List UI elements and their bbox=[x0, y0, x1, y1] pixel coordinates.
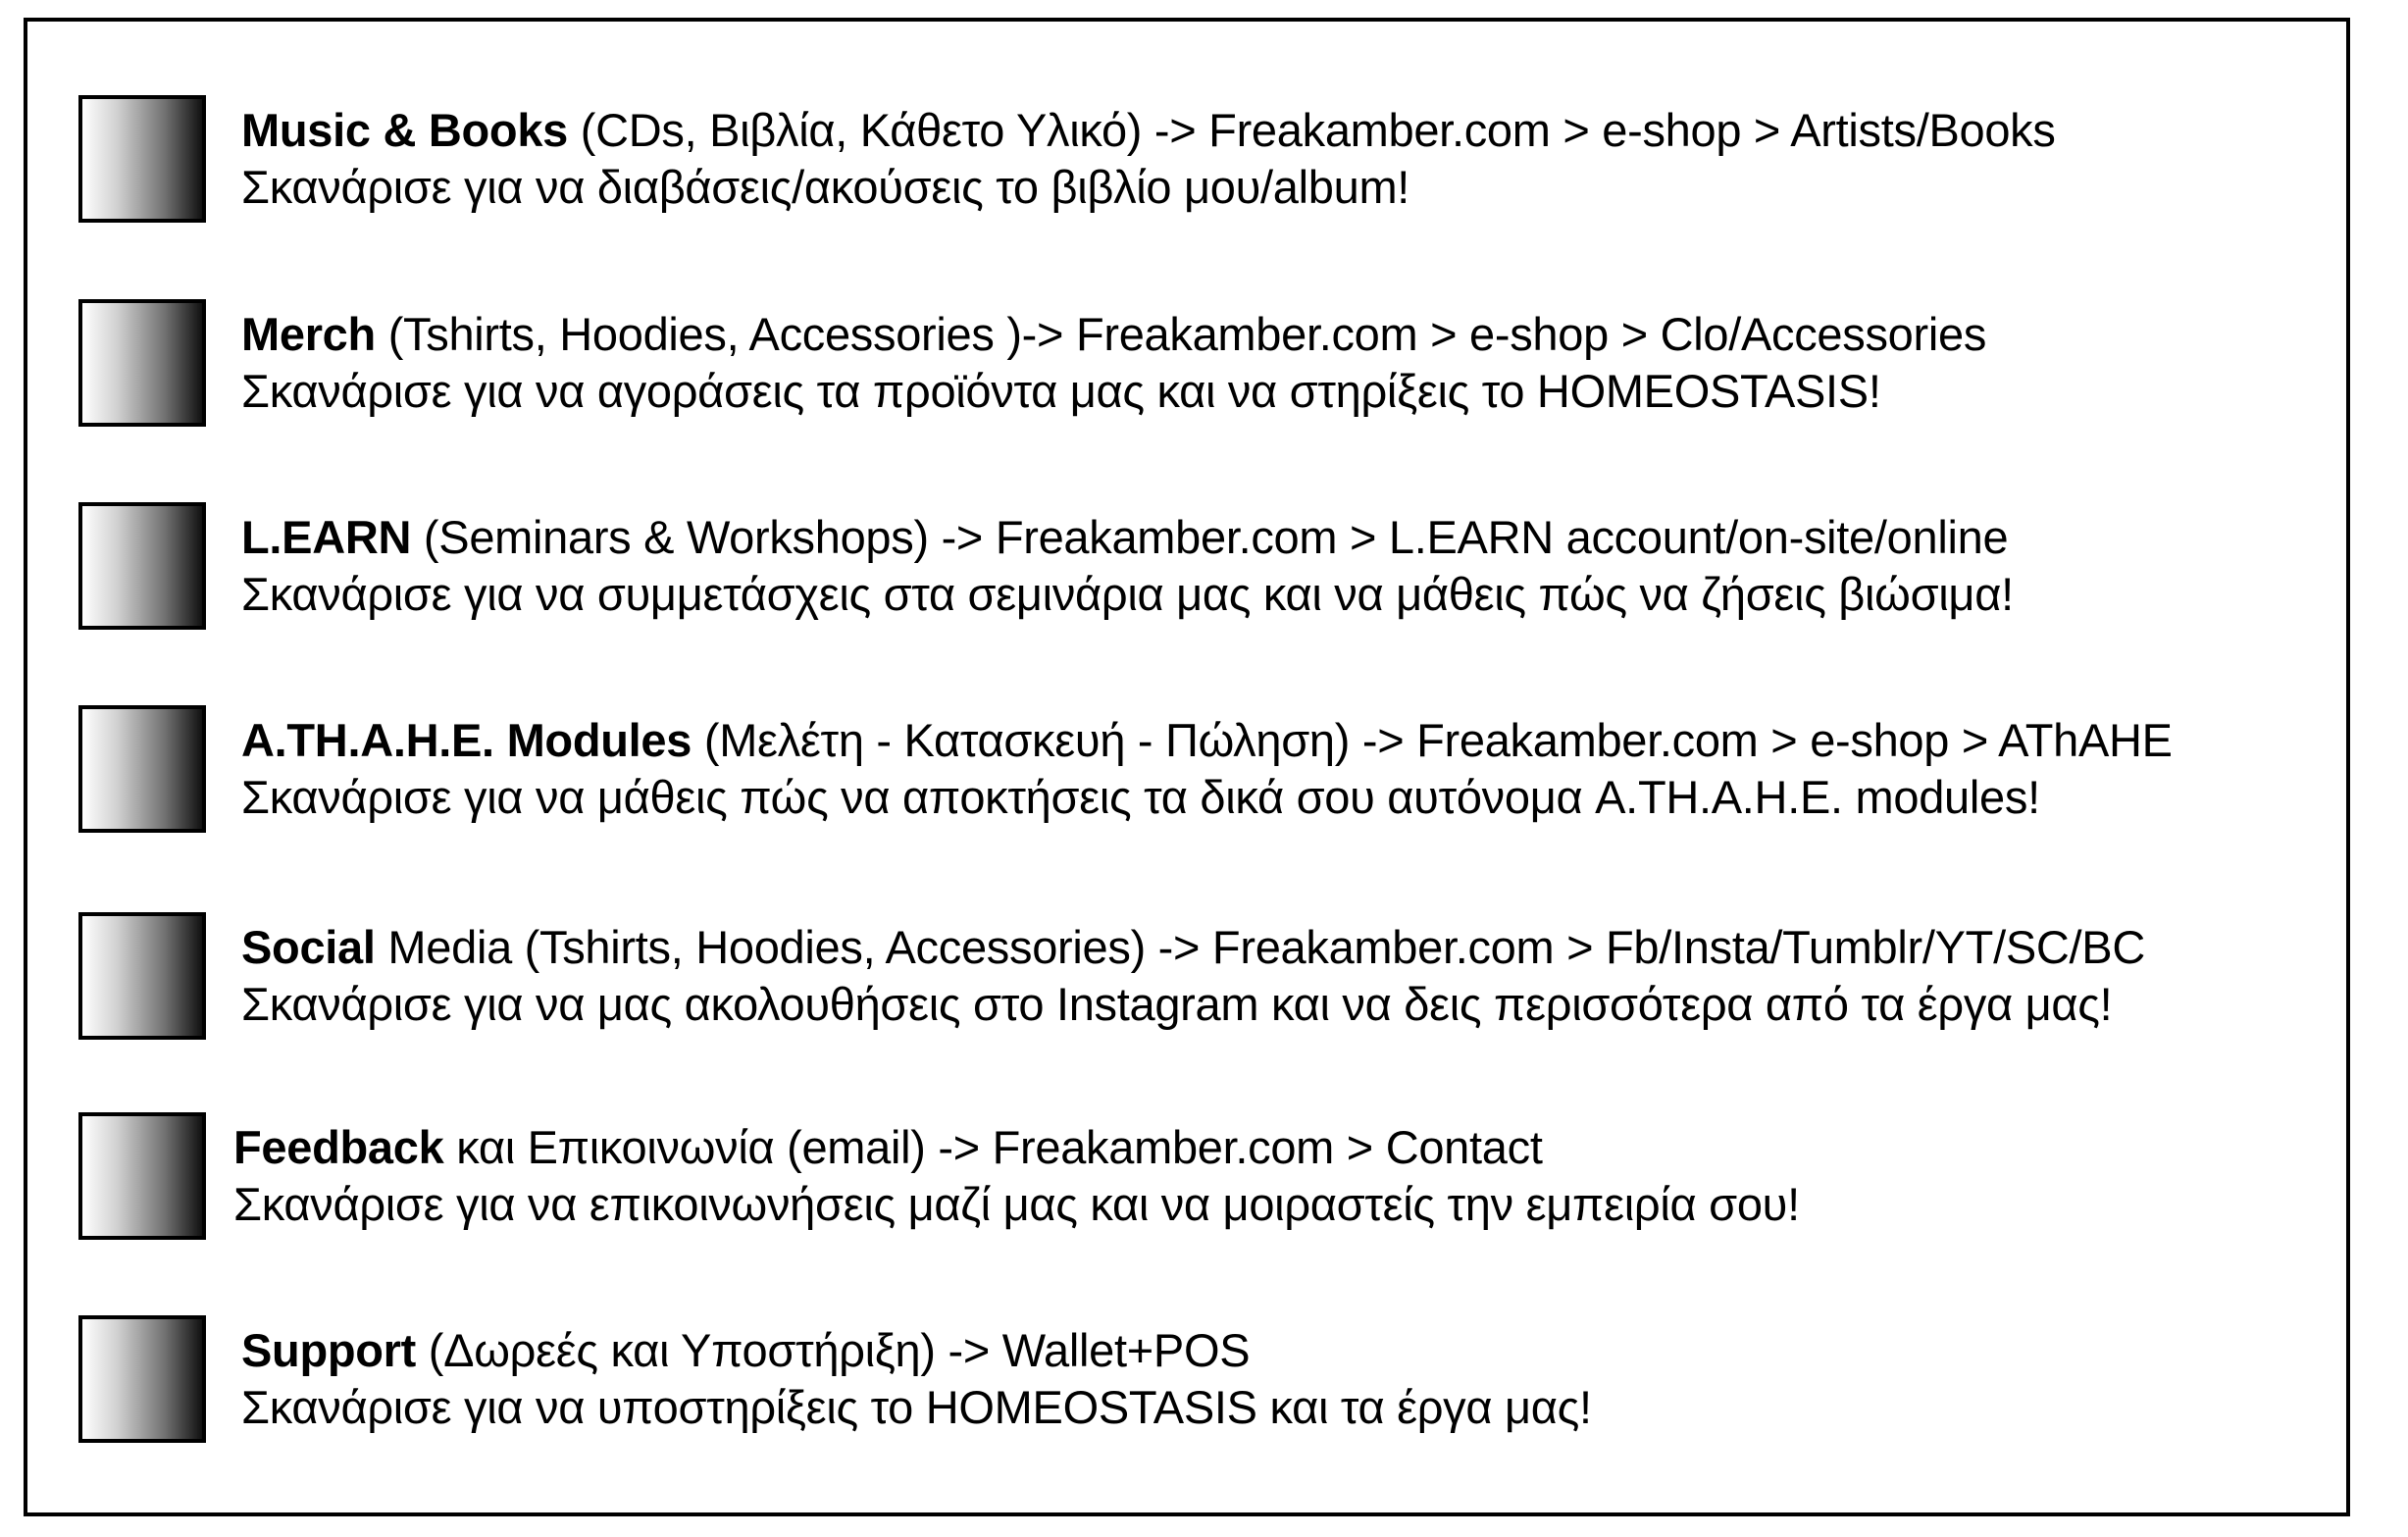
entry-heading bbox=[241, 713, 2173, 768]
entry-detail: (CDs, Βιβλία, Κάθετο Υλικό) -> Freakamber.com > e-shop > Artists/Books bbox=[568, 104, 2056, 156]
qr-placeholder-icon[interactable] bbox=[78, 502, 206, 630]
entry-cta: Σκανάρισε για να διαβάσεις/ακούσεις το βιβλίο μου/album! bbox=[241, 161, 1410, 213]
entry-cta: Σκανάρισε για να υποστηρίξεις το HOMEOSTASIS και τα έργα μας! bbox=[241, 1381, 1592, 1433]
entry-detail: (Δωρεές και Υποστήριξη) -> Wallet+POS bbox=[416, 1324, 1251, 1376]
entry-title: Music & Books bbox=[241, 104, 568, 156]
qr-placeholder-icon[interactable] bbox=[78, 1315, 206, 1443]
qr-placeholder-icon[interactable] bbox=[78, 912, 206, 1040]
entry-cta: Σκανάρισε για να συμμετάσχεις στα σεμινάρια μας και να μάθεις πώς να ζήσεις βιώσιμα! bbox=[241, 568, 2014, 620]
entry-cta: Σκανάρισε για να αγοράσεις τα προϊόντα μας και να στηρίξεις το HOMEOSTASIS! bbox=[241, 365, 1881, 417]
entry-social-media bbox=[0, 912, 2408, 1050]
entry-heading bbox=[241, 1323, 1250, 1378]
entry-title: Social bbox=[241, 921, 376, 973]
entry-cta: Σκανάρισε για να μάθεις πώς να αποκτήσεις τα δικά σου αυτόνομα A.TH.A.H.E. modules! bbox=[241, 771, 2040, 823]
entry-music-books bbox=[0, 95, 2408, 232]
entry-title: L.EARN bbox=[241, 511, 412, 563]
entry-title: Feedback bbox=[233, 1121, 444, 1173]
entry-heading bbox=[241, 307, 1986, 362]
entry-cta: Σκανάρισε για να μας ακολουθήσεις στο Instagram και να δεις περισσότερα από τα έργα μας! bbox=[241, 978, 2113, 1030]
entry-heading bbox=[241, 103, 2056, 158]
entry-detail: και Επικοινωνία (email) -> Freakamber.com > Contact bbox=[443, 1121, 1543, 1173]
qr-placeholder-icon[interactable] bbox=[78, 705, 206, 833]
entry-heading bbox=[241, 510, 2008, 565]
entry-detail: Media (Tshirts, Hoodies, Accessories) -> Freakamber.com > Fb/Insta/Tumblr/YT/SC/BC bbox=[375, 921, 2145, 973]
entry-cta: Σκανάρισε για να επικοινωνήσεις μαζί μας και να μοιραστείς την εμπειρία σου! bbox=[233, 1178, 1800, 1230]
qr-placeholder-icon[interactable] bbox=[78, 1112, 206, 1240]
entry-heading bbox=[233, 1120, 1543, 1175]
qr-placeholder-icon[interactable] bbox=[78, 299, 206, 427]
entry-heading bbox=[241, 920, 2145, 975]
entry-learn bbox=[0, 502, 2408, 640]
entry-title: A.TH.A.H.E. Modules bbox=[241, 714, 692, 766]
entry-merch bbox=[0, 299, 2408, 436]
entry-title: Merch bbox=[241, 308, 376, 360]
entry-feedback bbox=[0, 1112, 2408, 1250]
entry-detail: (Seminars & Workshops) -> Freakamber.com > L.EARN account/on-site/online bbox=[411, 511, 2009, 563]
entry-title: Support bbox=[241, 1324, 417, 1376]
qr-placeholder-icon[interactable] bbox=[78, 95, 206, 223]
entry-athahe-modules bbox=[0, 705, 2408, 843]
entry-detail: (Μελέτη - Κατασκευή - Πώληση) -> Freakamber.com > e-shop > AThAHE bbox=[692, 714, 2173, 766]
entry-detail: (Tshirts, Hoodies, Accessories )-> Freakamber.com > e-shop > Clo/Accessories bbox=[375, 308, 1987, 360]
entry-support bbox=[0, 1315, 2408, 1453]
